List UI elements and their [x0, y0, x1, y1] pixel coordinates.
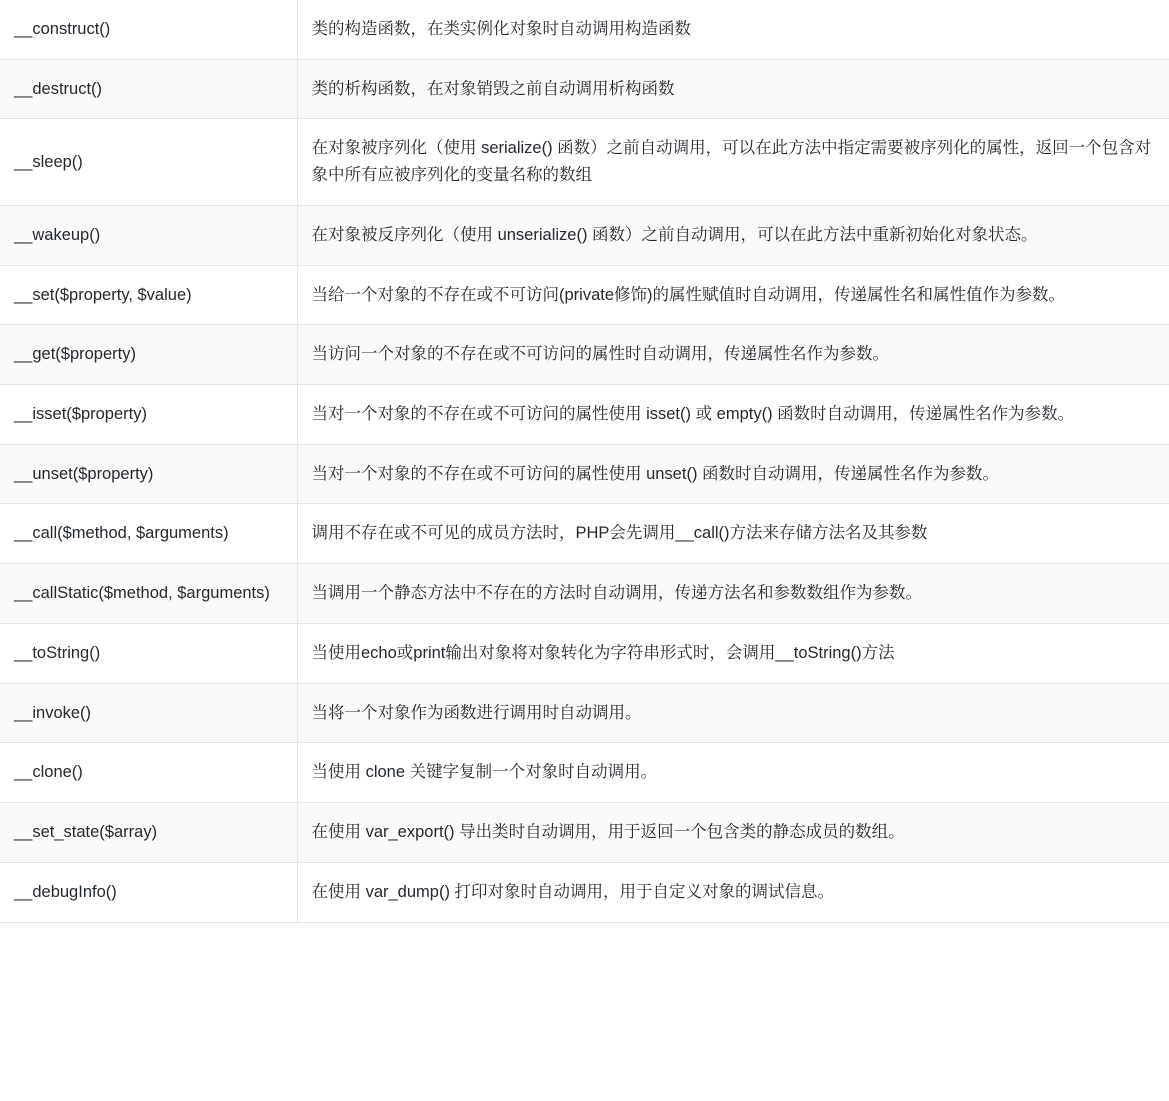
method-description-cell: 在对象被序列化（使用 serialize() 函数）之前自动调用，可以在此方法中指定需要被序列化的属性，返回一个包含对象中所有应被序列化的变量名称的数组 [297, 119, 1169, 205]
method-name-cell: __set($property, $value) [0, 265, 297, 325]
table-row [0, 862, 1169, 922]
method-name-cell: __get($property) [0, 325, 297, 385]
table-row [0, 683, 1169, 743]
method-name-cell: __toString() [0, 623, 297, 683]
method-name-cell: __callStatic($method, $arguments) [0, 564, 297, 624]
table-row [0, 385, 1169, 445]
method-description-cell: 在使用 var_dump() 打印对象时自动调用，用于自定义对象的调试信息。 [297, 862, 1169, 922]
table-row [0, 59, 1169, 119]
method-name-cell: __isset($property) [0, 385, 297, 445]
method-name-cell: __destruct() [0, 59, 297, 119]
table-row [0, 504, 1169, 564]
method-description-cell: 当访问一个对象的不存在或不可访问的属性时自动调用，传递属性名作为参数。 [297, 325, 1169, 385]
method-description-cell: 当使用echo或print输出对象将对象转化为字符串形式时，会调用__toString()方法 [297, 623, 1169, 683]
method-description-cell: 当对一个对象的不存在或不可访问的属性使用 isset() 或 empty() 函数时自动调用，传递属性名作为参数。 [297, 385, 1169, 445]
method-name-cell: __wakeup() [0, 205, 297, 265]
method-name-cell: __sleep() [0, 119, 297, 205]
table-row [0, 623, 1169, 683]
table-row [0, 119, 1169, 205]
method-description-cell: 当给一个对象的不存在或不可访问(private修饰)的属性赋值时自动调用，传递属性名和属性值作为参数。 [297, 265, 1169, 325]
method-description-cell: 当调用一个静态方法中不存在的方法时自动调用，传递方法名和参数数组作为参数。 [297, 564, 1169, 624]
method-name-cell: __debugInfo() [0, 862, 297, 922]
table-row [0, 803, 1169, 863]
table-row [0, 564, 1169, 624]
method-name-cell: __construct() [0, 0, 297, 59]
method-description-cell: 当使用 clone 关键字复制一个对象时自动调用。 [297, 743, 1169, 803]
table-row [0, 265, 1169, 325]
method-description-cell: 调用不存在或不可见的成员方法时，PHP会先调用__call()方法来存储方法名及其参数 [297, 504, 1169, 564]
method-description-cell: 在使用 var_export() 导出类时自动调用，用于返回一个包含类的静态成员的数组。 [297, 803, 1169, 863]
method-description-cell: 当对一个对象的不存在或不可访问的属性使用 unset() 函数时自动调用，传递属性名作为参数。 [297, 444, 1169, 504]
method-name-cell: __unset($property) [0, 444, 297, 504]
method-name-cell: __invoke() [0, 683, 297, 743]
method-description-cell: 类的析构函数，在对象销毁之前自动调用析构函数 [297, 59, 1169, 119]
method-description-cell: 在对象被反序列化（使用 unserialize() 函数）之前自动调用，可以在此方法中重新初始化对象状态。 [297, 205, 1169, 265]
method-name-cell: __clone() [0, 743, 297, 803]
method-description-cell: 当将一个对象作为函数进行调用时自动调用。 [297, 683, 1169, 743]
table-row [0, 743, 1169, 803]
table-row [0, 205, 1169, 265]
table-row [0, 0, 1169, 59]
method-name-cell: __set_state($array) [0, 803, 297, 863]
table-row [0, 444, 1169, 504]
method-description-cell: 类的构造函数，在类实例化对象时自动调用构造函数 [297, 0, 1169, 59]
method-name-cell: __call($method, $arguments) [0, 504, 297, 564]
table-row [0, 325, 1169, 385]
